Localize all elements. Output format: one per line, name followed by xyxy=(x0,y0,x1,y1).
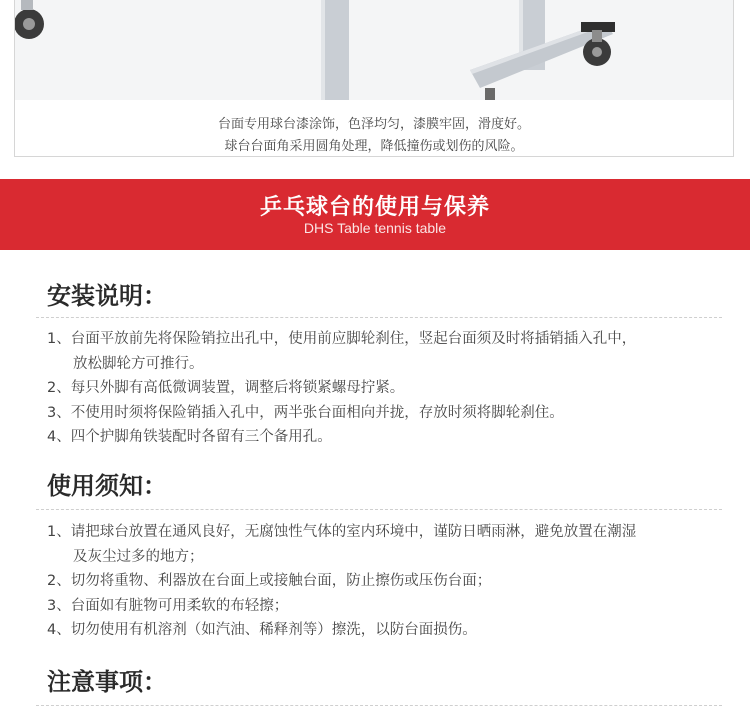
photo-caption-line2: 球台台面角采用圆角处理，降低撞伤或划伤的风险。 xyxy=(224,139,524,154)
divider xyxy=(36,509,722,510)
list-item-continuation: 及灰尘过多的地方； xyxy=(73,548,204,565)
list-item: 1、台面平放前先将保险销拉出孔中，使用前应脚轮刹住，竖起台面须及时将插销插入孔中， xyxy=(47,331,637,347)
caster-wheel-left xyxy=(15,0,44,39)
center-leg xyxy=(321,0,349,100)
list-item: 4、四个护脚角铁装配时各留有三个备用孔。 xyxy=(47,429,332,445)
banner-subtitle: DHS Table tennis table xyxy=(303,220,447,236)
table-frame-photo xyxy=(15,0,733,100)
product-photo-panel xyxy=(14,0,734,157)
divider xyxy=(36,317,722,318)
section-heading-precautions: 注意事项： xyxy=(47,668,167,696)
caster-wheel-right xyxy=(581,22,615,66)
photo-caption-line1: 台面专用球台漆涂饰，色泽均匀，漆膜牢固，滑度好。 xyxy=(217,117,530,132)
section-heading-usage: 使用须知： xyxy=(47,472,167,500)
table-frame-illustration xyxy=(15,0,733,100)
usage-list xyxy=(47,520,727,643)
list-item: 2、切勿将重物、利器放在台面上或接触台面，防止擦伤或压伤台面； xyxy=(47,573,492,589)
section-banner xyxy=(0,179,750,250)
list-item: 2、每只外脚有高低微调装置，调整后将锁紧螺母拧紧。 xyxy=(47,380,405,396)
installation-list xyxy=(47,327,727,450)
divider xyxy=(36,705,722,706)
section-heading-installation: 安装说明： xyxy=(47,282,167,310)
list-item: 3、台面如有脏物可用柔软的布轻擦； xyxy=(47,597,289,614)
list-item-continuation: 放松脚轮方可推行。 xyxy=(73,355,204,372)
list-item: 1、请把球台放置在通风良好，无腐蚀性气体的室内环境中，谨防日晒雨淋，避免放置在潮湿 xyxy=(47,524,637,540)
list-item: 4、切勿使用有机溶剂（如汽油、稀释剂等）擦洗，以防台面损伤。 xyxy=(47,622,477,638)
list-item: 3、不使用时须将保险销插入孔中，两半张台面相向并拢，存放时须将脚轮刹住。 xyxy=(47,404,564,421)
banner-title: 乒乓球台的使用与保养 xyxy=(259,195,490,220)
